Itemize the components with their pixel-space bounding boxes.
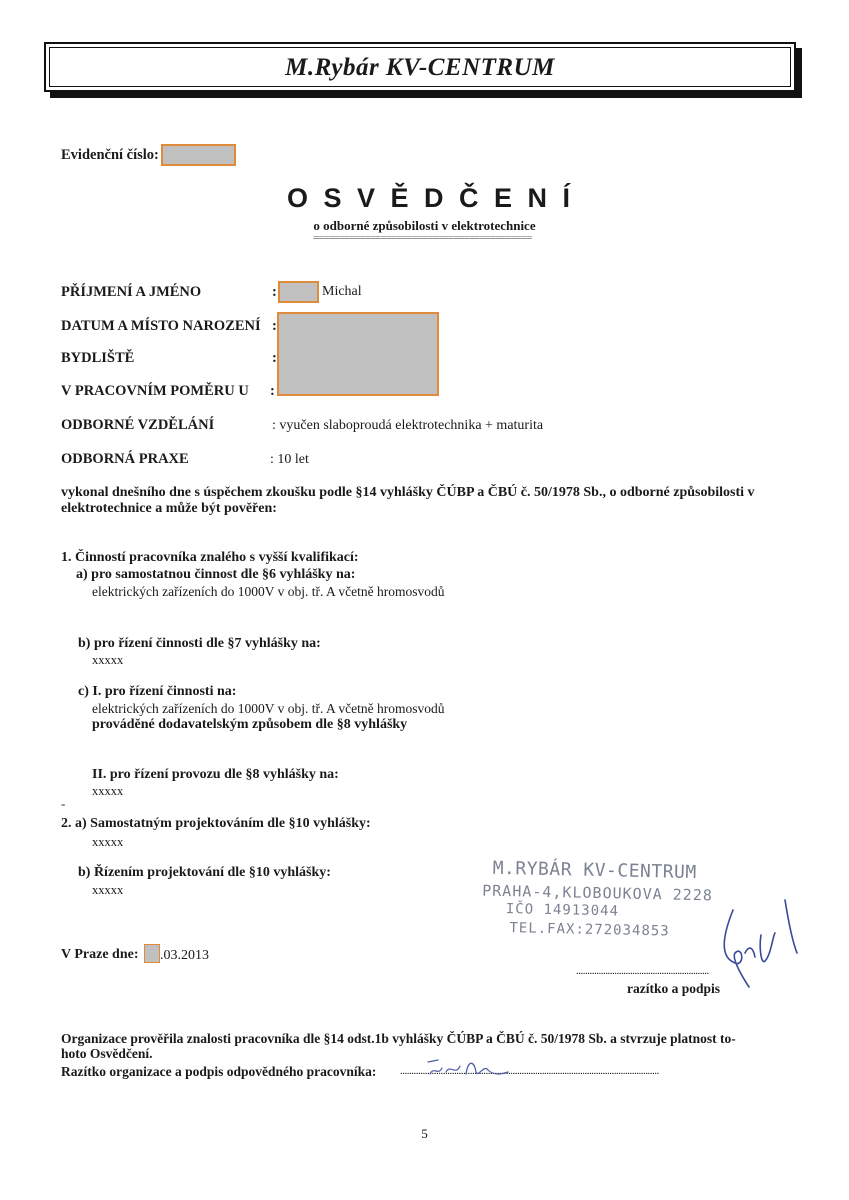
section2a-heading: 2. a) Samostatným projektováním dle §10 vyhlášky: <box>61 816 371 831</box>
section1c-text: elektrických zařízeních do 1000V v obj. tř. A včetně hromosvodů <box>92 701 445 716</box>
company-stamp <box>477 857 719 946</box>
organization-line-3: Razítko organizace a podpis odpovědného pracovníka: <box>61 1064 377 1079</box>
company-name: M.Rybár KV-CENTRUM <box>285 54 555 81</box>
section2b-text: xxxxx <box>92 883 124 897</box>
title-underline: ========================================== <box>312 232 532 244</box>
address-colon: : <box>272 350 277 366</box>
employer-colon: : <box>270 383 275 399</box>
statement-line-2: elektrotechnice a může být pověřen: <box>61 501 277 516</box>
section2a-text: xxxxx <box>92 835 124 849</box>
signature-scribble <box>705 895 805 995</box>
stamp-line-2: PRAHA-4,KLOBOUKOVA 2228 <box>482 881 714 905</box>
name-value: Michal <box>322 284 362 299</box>
organization-signature <box>422 1054 512 1082</box>
redaction-surname <box>278 281 319 303</box>
section1c-heading: c) I. pro řízení činnosti na: <box>78 684 237 699</box>
section1c-text-2: prováděné dodavatelským způsobem dle §8 vyhlášky <box>92 717 408 732</box>
education-label: ODBORNÉ VZDĚLÁNÍ <box>61 417 215 433</box>
place-date-label: V Praze dne: <box>61 947 139 962</box>
section1b-heading: b) pro řízení činnosti dle §7 vyhlášky na: <box>78 636 321 651</box>
birth-colon: : <box>272 318 277 334</box>
redaction-evidencni <box>161 144 236 166</box>
document-title: O S V Ě D Č E N Í <box>286 183 575 213</box>
organization-signature-dots: ................................................................................................................... <box>400 1065 659 1077</box>
organization-line-2: hoto Osvědčení. <box>61 1046 153 1061</box>
statement-line-1: vykonal dnešního dne s úspěchem zkoušku podle §14 vyhlášky ČÚBP a ČBÚ č. 50/1978 Sb., o odborné způsobilosti v <box>61 485 755 500</box>
place-date-value: .03.2013 <box>160 948 209 963</box>
section1a-text: elektrických zařízeních do 1000V v obj. tř. A včetně hromosvodů <box>92 584 445 599</box>
name-colon: : <box>272 284 277 300</box>
redaction-day <box>144 944 160 963</box>
organization-line-1: Organizace prověřila znalosti pracovníka dle §14 odst.1b vyhlášky ČÚBP a ČBÚ č. 50/1978 Sb. a stvrzuje platnost to- <box>61 1031 736 1046</box>
section1a-heading: a) pro samostatnou činnost dle §6 vyhlášky na: <box>76 567 356 582</box>
signature-dots: ........................................................... <box>576 965 709 977</box>
address-label: BYDLIŠTĚ <box>61 350 135 366</box>
name-label: PŘÍJMENÍ A JMÉNO <box>61 284 202 300</box>
evidencni-label: Evidenční číslo: <box>61 147 159 163</box>
signature-label: razítko a podpis <box>627 981 721 996</box>
stamp-line-3: IČO 14913044 <box>505 901 620 920</box>
practice-label: ODBORNÁ PRAXE <box>61 451 189 467</box>
section1c2-text: xxxxx <box>92 784 124 798</box>
employer-label: V PRACOVNÍM POMĚRU U <box>61 383 249 399</box>
birth-label: DATUM A MÍSTO NAROZENÍ <box>61 318 261 334</box>
stray-dash: - <box>61 796 66 811</box>
document-subtitle: o odborné způsobilosti v elektrotechnice <box>313 218 536 233</box>
section1c2-heading: II. pro řízení provozu dle §8 vyhlášky na: <box>92 767 339 782</box>
stamp-line-4: TEL.FAX:272034853 <box>509 920 670 940</box>
stamp-line-1: M.RYBÁR KV-CENTRUM <box>492 857 697 884</box>
education-value: : vyučen slaboproudá elektrotechnika + maturita <box>272 418 544 433</box>
redaction-personal-details <box>277 312 439 396</box>
section1b-text: xxxxx <box>92 653 124 667</box>
section2b-heading: b) Řízením projektování dle §10 vyhlášky: <box>78 865 331 880</box>
section1-heading: 1. Činností pracovníka znalého s vyšší kvalifikací: <box>61 550 359 565</box>
practice-value: : 10 let <box>270 452 309 467</box>
page-number: 5 <box>421 1126 428 1141</box>
header-box <box>44 42 796 92</box>
